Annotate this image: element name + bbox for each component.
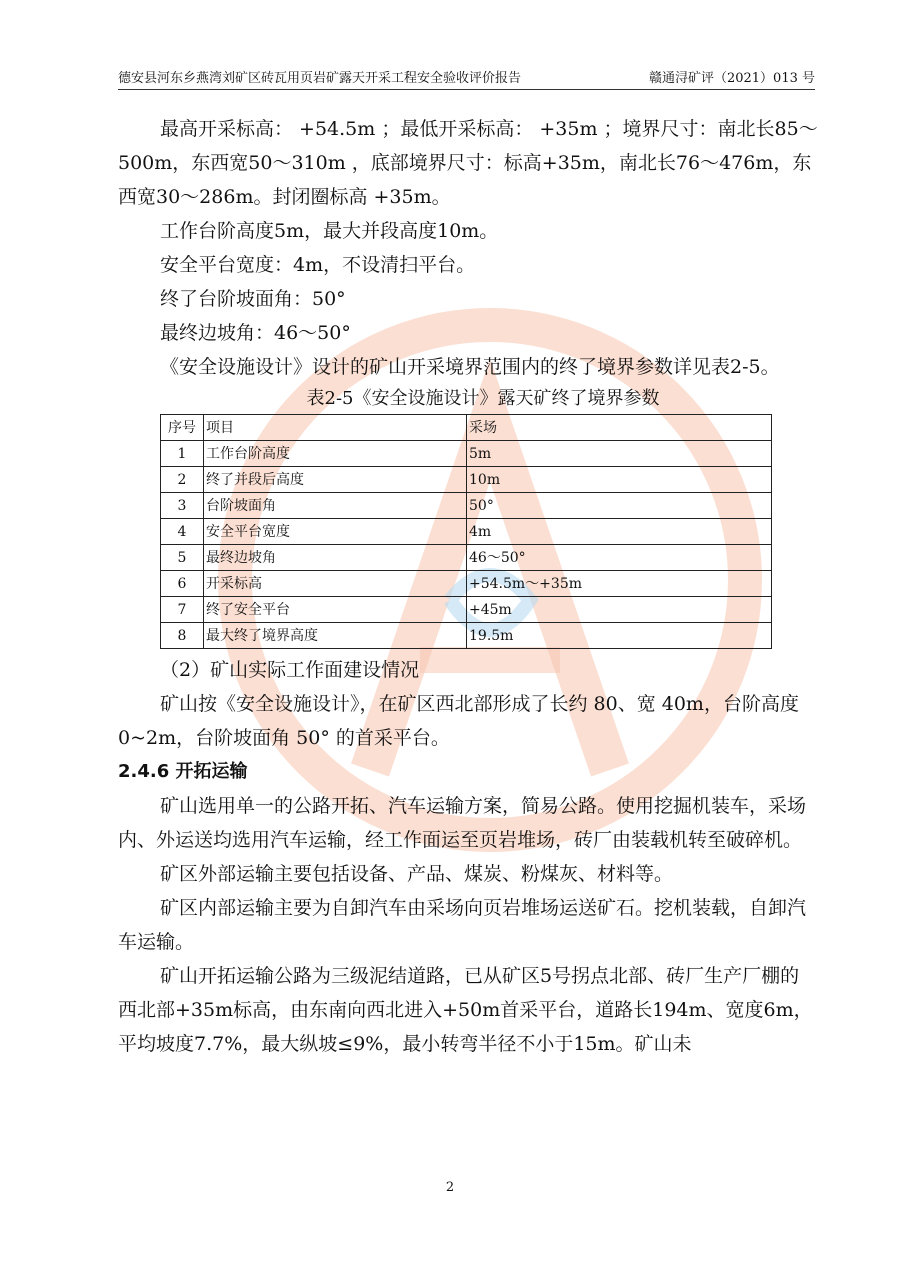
paragraph-transport-scheme: 矿山选用单一的公路开拓、汽车运输方案，简易公路。使用挖掘机装车，采场内、外运送均选用汽车运输，经工作面运至页岩堆场，砖厂由装载机转至破碎机。 — [118, 795, 807, 851]
table-header-cell: 采场 — [467, 415, 772, 441]
table-row — [161, 571, 772, 597]
table-header-cell: 序号 — [161, 415, 204, 441]
table-cell: +45m — [467, 597, 772, 623]
paragraph-external-transport: 矿区外部运输主要包括设备、产品、煤炭、粉煤灰、材料等。 — [160, 863, 674, 885]
paragraph-bench-height: 工作台阶高度5m，最大并段高度10m。 — [160, 220, 499, 242]
table-cell: 工作台阶高度 — [204, 441, 467, 467]
table-cell: 4 — [161, 519, 204, 545]
paragraph-slope-angle: 最终边坡角：46～50° — [160, 322, 351, 344]
header-report-number: 赣通浔矿评（2021）013 号 — [648, 71, 815, 86]
table-cell: +54.5m～+35m — [467, 571, 772, 597]
table-cell: 6 — [161, 571, 204, 597]
table-row — [161, 597, 772, 623]
table-cell: 最终边坡角 — [204, 545, 467, 571]
header-report-title: 德安县河东乡燕湾刘矿区砖瓦用页岩矿露天开采工程安全验收评价报告 — [118, 71, 522, 86]
table-cell: 最大终了境界高度 — [204, 623, 467, 649]
table-cell: 终了并段后高度 — [204, 467, 467, 493]
table-cell: 50° — [467, 493, 772, 519]
table-row — [161, 467, 772, 493]
table-header-row — [161, 415, 772, 441]
table-cell: 5 — [161, 545, 204, 571]
table-row — [161, 441, 772, 467]
table-cell: 10m — [467, 467, 772, 493]
subsection-title: （2）矿山实际工作面建设情况 — [160, 659, 420, 681]
section-heading: 2.4.6 开拓运输 — [118, 761, 248, 782]
paragraph-bench-angle: 终了台阶坡面角：50° — [160, 288, 346, 310]
table-header-cell: 项目 — [204, 415, 467, 441]
table-cell: 8 — [161, 623, 204, 649]
table-row — [161, 545, 772, 571]
table-caption: 表2-5《安全设施设计》露天矿终了境界参数 — [306, 388, 660, 409]
table-cell: 安全平台宽度 — [204, 519, 467, 545]
paragraph-actual-face: 矿山按《安全设施设计》，在矿区西北部形成了长约 80、宽 40m，台阶高度 0~2m，台阶坡面角 50° 的首采平台。 — [118, 693, 799, 749]
boundary-parameters-table — [160, 414, 772, 649]
paragraph-haul-road: 矿山开拓运输公路为三级泥结道路，已从矿区5号拐点北部、砖厂生产厂棚的西北部+35m标高，由东南向西北进入+50m首采平台，道路长194m、宽度6m，平均坡度7.7%，最大纵坡≤9%，最小转弯半径不小于15m。矿山未 — [118, 965, 813, 1055]
table-cell: 5m — [467, 441, 772, 467]
table-cell: 1 — [161, 441, 204, 467]
table-cell: 台阶坡面角 — [204, 493, 467, 519]
table-row — [161, 493, 772, 519]
table-row — [161, 623, 772, 649]
paragraph-table-reference: 《安全设施设计》设计的矿山开采境界范围内的终了境界参数详见表2-5。 — [160, 356, 780, 378]
table-cell: 46～50° — [467, 545, 772, 571]
paragraph-elevation: 最高开采标高： +54.5m ；最低开采标高： +35m ；境界尺寸：南北长85～500m，东西宽50～310m ，底部境界尺寸：标高+35m，南北长76～476m，东西宽30～286m。封闭圈标高 +35m。 — [118, 118, 818, 208]
table-cell: 开采标高 — [204, 571, 467, 597]
table-cell: 2 — [161, 467, 204, 493]
running-header — [118, 64, 815, 90]
paragraph-platform-width: 安全平台宽度：4m，不设清扫平台。 — [160, 254, 476, 276]
table-row — [161, 519, 772, 545]
page-number: 2 — [445, 1180, 455, 1195]
paragraph-internal-transport: 矿区内部运输主要为自卸汽车由采场向页岩堆场运送矿石。挖机装载，自卸汽车运输。 — [118, 897, 807, 953]
table-cell: 终了安全平台 — [204, 597, 467, 623]
table-cell: 7 — [161, 597, 204, 623]
table-cell: 3 — [161, 493, 204, 519]
page-content — [118, 112, 818, 1061]
table-cell: 4m — [467, 519, 772, 545]
table-cell: 19.5m — [467, 623, 772, 649]
